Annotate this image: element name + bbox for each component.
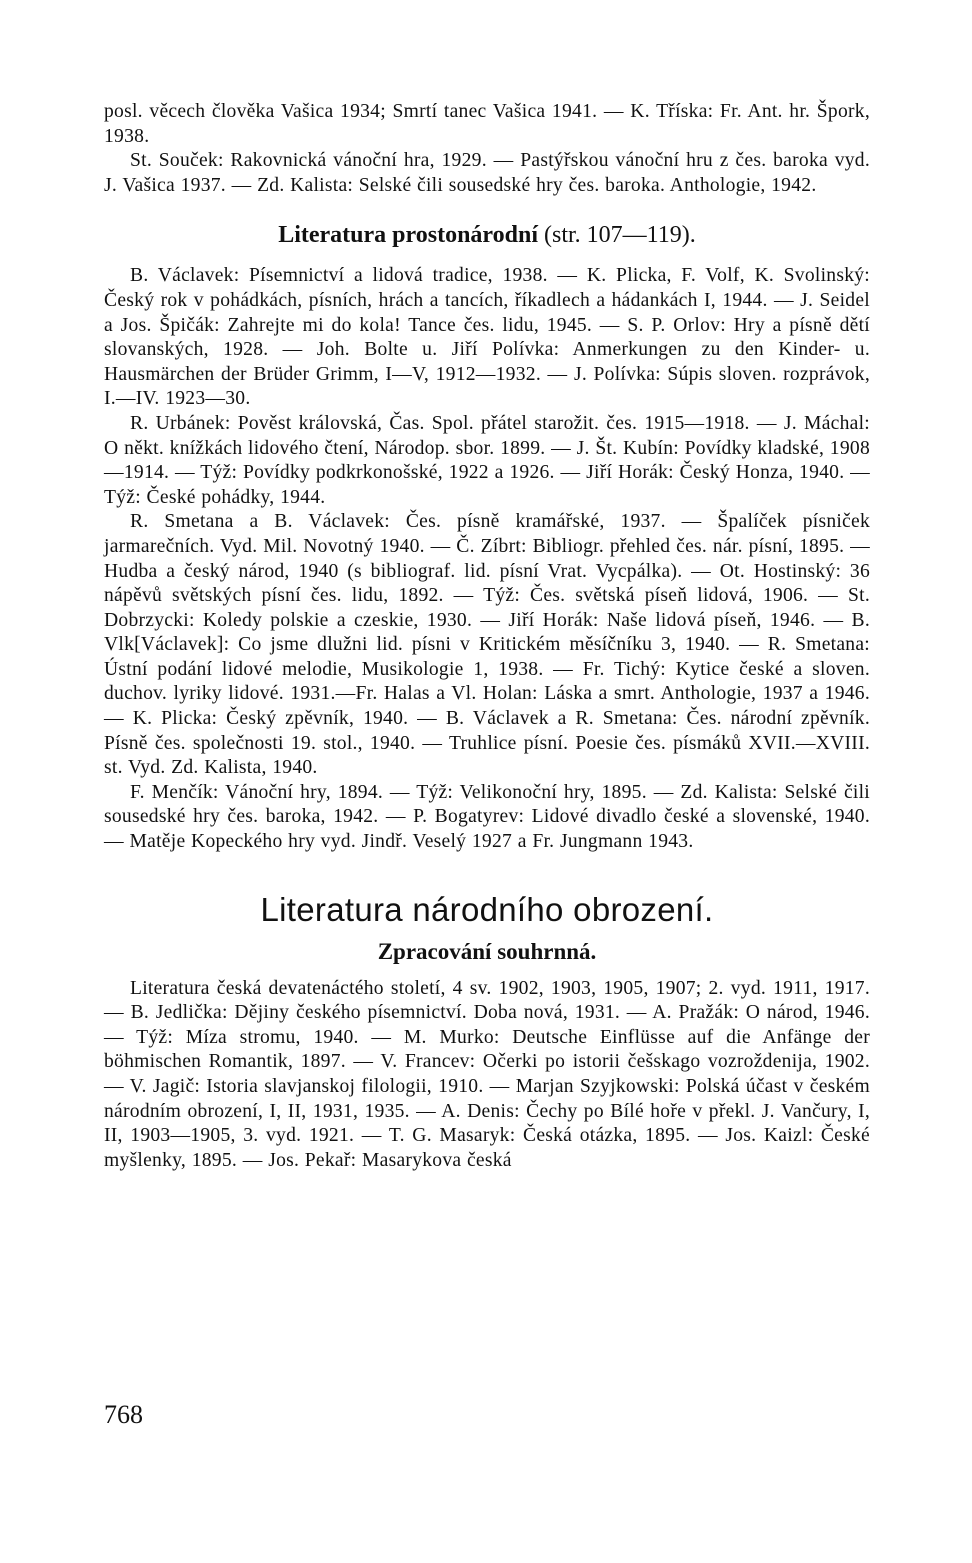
section-heading-prostonarodni-title: Literatura prostonárodní — [278, 222, 538, 249]
page-body — [104, 100, 870, 1173]
section-heading-prostonarodni — [104, 220, 870, 250]
obrozeni-paragraph-1: Literatura česká devatenáctého století, 4 sv. 1902, 1903, 1905, 1907; 2. vyd. 1911, 1917. — B. Jedlička: Dějiny českého písemnictví. Doba nová, 1931. — A. Pražák: O národ, 1946. — Týž: Míza stromu, 1940. — M. Murko: Deutsche Einflüsse auf die Anfänge der böhmischen Romantik, 1897. — V. Francev: Očerki po istorii češskago vozroždenija, 1902. — V. Jagič: Istoria slavjanskoj filologii, 1910. — Marjan Szyjkowski: Polská účast v českém národním obrození, I, II, 1931, 1935. — A. Denis: Čechy po Bílé hoře v překl. J. Vančury, I, II, 1903—1905, 3. vyd. 1921. — T. G. Masaryk: Česká otázka, 1895. — Jos. Kaizl: České myšlenky, 1895. — Jos. Pekař: Masarykova česká — [104, 977, 870, 1171]
prostonarodni-paragraph-2: R. Urbánek: Pověst královská, Čas. Spol. přátel starožit. čes. 1915—1918. — J. Máchal: O někt. knížkách lidového čtení, Národop. sbor. 1899. — J. Št. Kubín: Povídky kladské, 1908—1914. — Týž: Povídky podkrkonošské, 1922 a 1926. — Jiří Horák: Český Honza, 1940. — Týž: České pohádky, 1944. — [104, 412, 870, 508]
prostonarodni-paragraph-4: F. Menčík: Vánoční hry, 1894. — Týž: Velikonoční hry, 1895. — Zd. Kalista: Selské čili sousedské hry čes. baroka, 1942. — P. Bogatyrev: Lidové divadlo české a slovenské, 1940. — Matěje Kopeckého hry vyd. Jindř. Veselý 1927 a Fr. Jungmann 1943. — [104, 781, 870, 853]
continuation-paragraph-1: posl. věcech člověka Vašica 1934; Smrtí tanec Vašica 1941. — K. Tříska: Fr. Ant. hr. Špork, 1938. — [104, 101, 870, 147]
page-number: 768 — [104, 1400, 143, 1429]
chapter-heading-obrozeni: Literatura národního obrození. — [260, 890, 714, 928]
prostonarodni-paragraph-3: R. Smetana a B. Václavek: Čes. písně kramářské, 1937. — Špalíček písniček jarmarečních. Vyd. Mil. Novotný 1940. — Č. Zíbrt: Bibliogr. přehled čes. nár. písní, 1895. — Hudba a český národ, 1940 (s bibliograf. lid. písní Vrat. Vycpálka). — Ot. Hostinský: 36 nápěvů světských písní čes. lidu, 1892. — Týž: Čes. světská píseň lidová, 1906. — St. Dobrzycki: Koledy polskie a czeskie, 1930. — Jiří Horák: Naše lidová píseň, 1946. — B. Vlk[Václavek]: Co jsme dlužni lid. písni v Kritickém měsíčníku 3, 1940. — R. Smetana: Ústní podání lidové melodie, Musikologie 1, 1938. — Fr. Tichý: Kytice české a sloven. duchov. lyriky lidové. 1931.—Fr. Halas a Vl. Holan: Láska a smrt. Anthologie, 1937 a 1946. — K. Plicka: Český zpěvník, 1940. — B. Václavek a R. Smetana: Čes. národní zpěvník. Písně čes. společnosti 19. stol., 1940. — Truhlice písní. Poesie čes. písmáků XVII.—XVIII. st. Vyd. Zd. Kalista, 1940. — [104, 511, 870, 779]
prostonarodni-paragraph-1: B. Václavek: Písemnictví a lidová tradice, 1938. — K. Plicka, F. Volf, K. Svolinský: Český rok v pohádkách, písních, hrách a tancích, říkadlech a hádankách I, 1944. — J. Seidel a Jos. Špičák: Zahrejte mi do kola! Tance čes. lidu, 1945. — S. P. Orlov: Hry a písně dětí slovanských, 1928. — Joh. Bolte u. Jiří Polívka: Anmerkungen zu den Kinder- u. Hausmärchen der Brüder Grimm, I—V, 1912—1932. — J. Polívka: Súpis sloven. rozprávok, I.—IV. 1923—30. — [104, 265, 870, 410]
continuation-paragraph-2: St. Souček: Rakovnická vánoční hra, 1929. — Pastýřskou vánoční hru z čes. baroka vyd. J. Vašica 1937. — Zd. Kalista: Selské čili sousedské hry čes. baroka. Anthologie, 1942. — [104, 150, 870, 196]
subheading-souhrnna: Zpracování souhrnná. — [377, 938, 597, 964]
section-heading-prostonarodni-pages: (str. 107—119). — [538, 222, 696, 249]
